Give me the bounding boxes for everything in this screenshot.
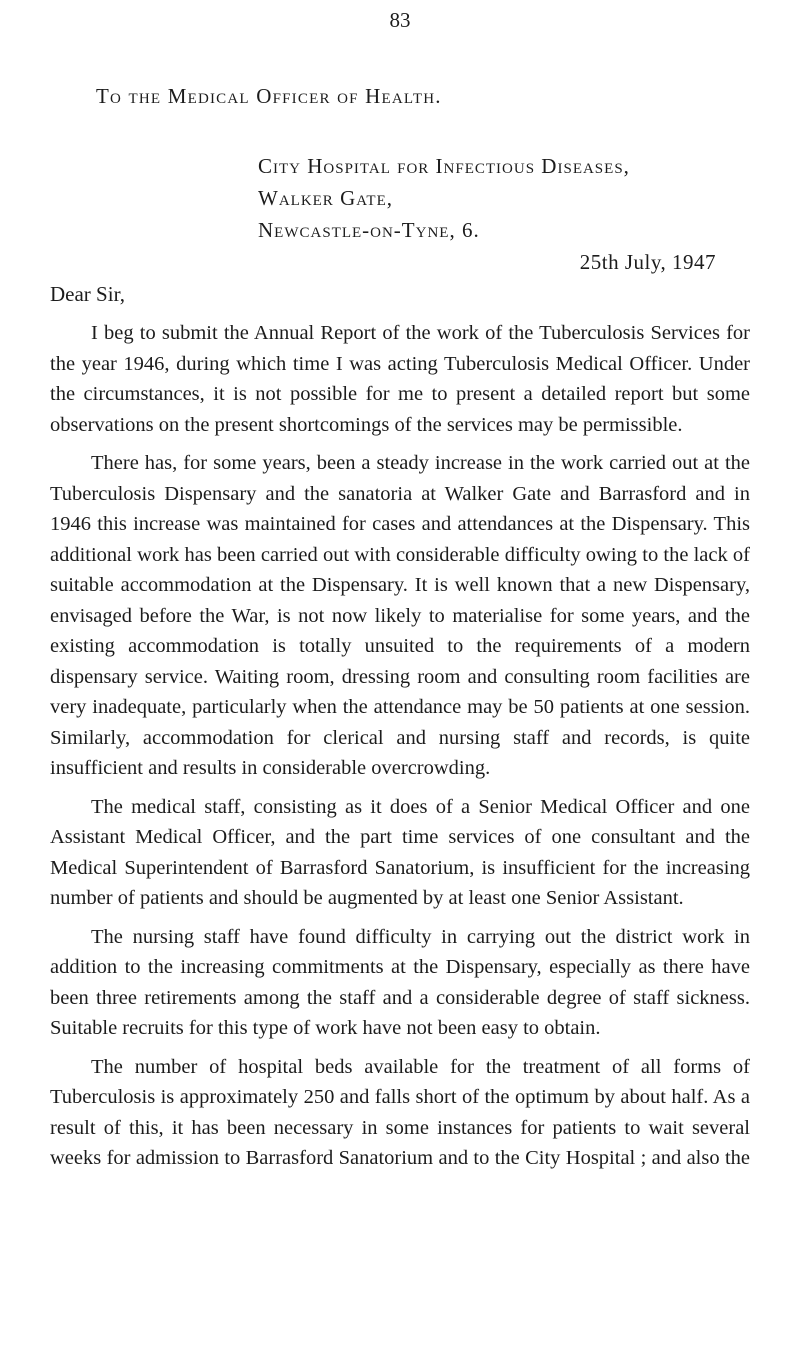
salutation: Dear Sir,: [50, 282, 125, 306]
paragraph: The number of hospital beds available for the treatment of all forms of Tuberculosis is approximately 250 and falls short of the optimum by about half. As a result of this, it has been necessary in some instances for patients to wait several weeks for admission to Barrasford Sanatorium and to the City Hospital ; and also the: [50, 1055, 750, 1169]
address-line-1: City Hospital for Infectious Diseases,: [258, 154, 630, 178]
address-line-2: Walker Gate,: [258, 186, 393, 210]
letter-body: [50, 318, 750, 1182]
sender-address: [258, 150, 630, 246]
address-line-3: Newcastle-on-Tyne, 6.: [258, 218, 480, 242]
paragraph: I beg to submit the Annual Report of the work of the Tuberculosis Services for the year 1946, during which time I was acting Tuberculosis Medical Officer. Under the circumstances, it is not possible for me to present a detailed report but some observations on the present shortcomings of the services may be permissible.: [50, 322, 750, 436]
letter-heading: To the Medical Officer of Health.: [96, 84, 442, 108]
page-number: 83: [389, 8, 411, 32]
letter-date: 25th July, 1947: [579, 250, 716, 274]
paragraph: There has, for some years, been a steady increase in the work carried out at the Tuberculosis Dispensary and the sanatoria at Walker Gate and Barrasford and in 1946 this increase was maintained for cases and attendances at the Dispensary. This additional work has been carried out with considerable difficulty owing to the lack of suitable accommodation at the Dispensary. It is well known that a new Dispensary, envisaged before the War, is not now likely to materialise for some years, and the existing accommodation is totally unsuited to the requirements of a modern dispensary service. Waiting room, dressing room and consulting room facilities are very inadequate, particularly when the attendance may be 50 patients at one session. Similarly, accommodation for clerical and nursing staff and records, is quite insufficient and results in considerable overcrowding.: [50, 452, 750, 779]
paragraph: The nursing staff have found difficulty in carrying out the district work in addition to the increasing commitments at the Dispensary, especially as there have been three retirements among the staff and a considerable degree of staff sickness. Suitable recruits for this type of work have not been easy to obtain.: [50, 925, 750, 1039]
paragraph: The medical staff, consisting as it does of a Senior Medical Officer and one Assistant Medical Officer, and the part time services of one consultant and the Medical Superintendent of Barrasford Sanatorium, is insufficient for the increasing number of patients and should be augmented by at least one Senior Assistant.: [50, 795, 750, 909]
